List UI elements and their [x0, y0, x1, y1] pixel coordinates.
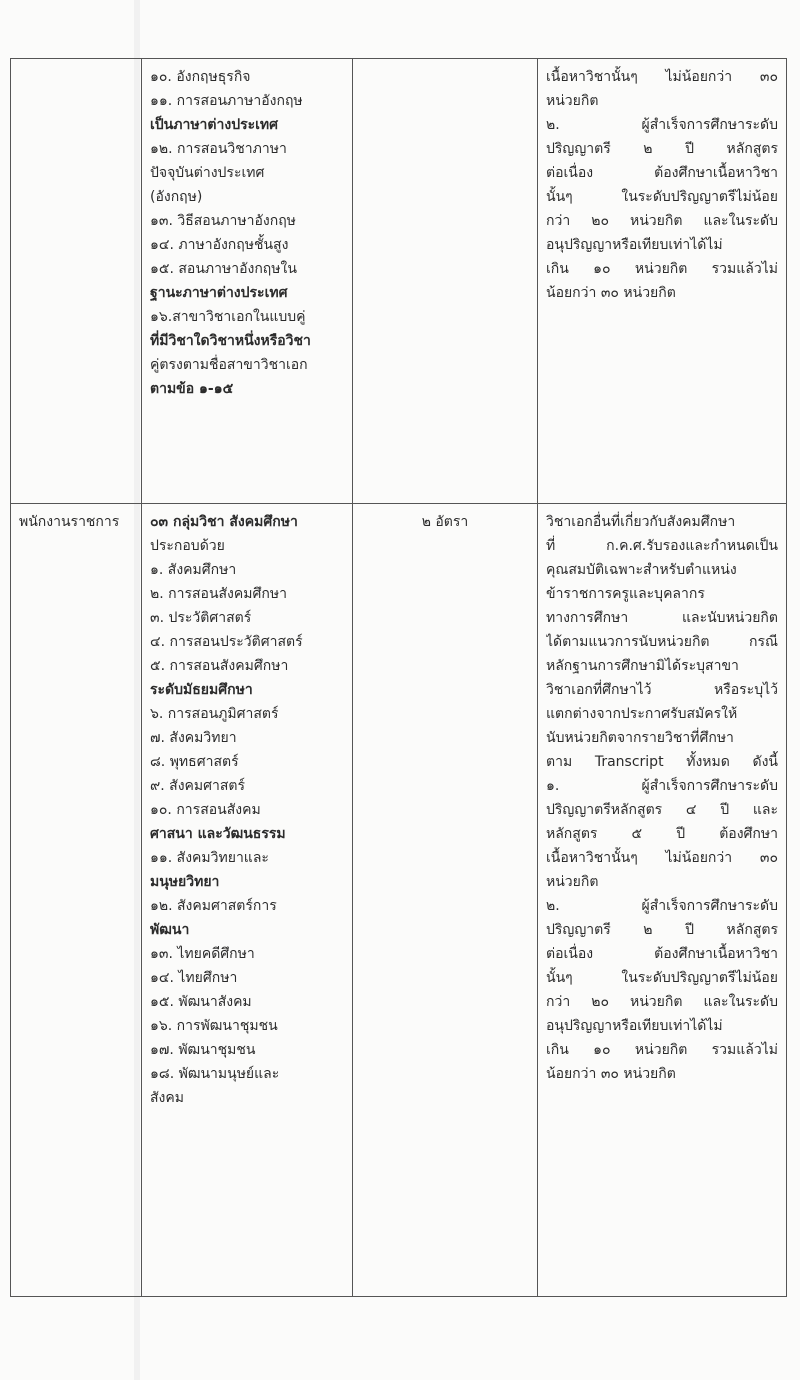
subject-line: ๑. สังคมศึกษา — [150, 562, 237, 578]
subject-line: ๑๓. วิธีสอนภาษาอังกฤษ — [150, 213, 296, 229]
qualification-line: อนุปริญญาหรือเทียบเท่าได้ไม่ — [546, 237, 723, 253]
qualification-line: วิชาเอกที่ศึกษาไว้ หรือระบุไว้ — [546, 682, 778, 698]
qualification-table — [10, 58, 787, 1297]
subject-line: ๑๕. พัฒนาสังคม — [150, 994, 252, 1010]
qualification-line: ปริญญาตรี ๒ ปี หลักสูตร — [546, 922, 778, 938]
qualification-line: อนุปริญญาหรือเทียบเท่าได้ไม่ — [546, 1018, 723, 1034]
qualification-line: ปริญญาตรีหลักสูตร ๔ ปี และ — [546, 802, 778, 818]
qualification-line: เนื้อหาวิชานั้นๆ ไม่น้อยกว่า ๓๐ — [546, 850, 778, 866]
qualification-line: เนื้อหาวิชานั้นๆ ไม่น้อยกว่า ๓๐ — [546, 69, 778, 85]
subject-line: พัฒนา — [150, 922, 190, 938]
subject-line: ๑๒. สังคมศาสตร์การ — [150, 898, 277, 914]
count-cell — [353, 59, 538, 504]
subject-line: ๒. การสอนสังคมศึกษา — [150, 586, 287, 602]
table-row — [11, 504, 787, 1297]
subject-line: ๕. การสอนสังคมศึกษา — [150, 658, 289, 674]
qualification-line: ได้ตามแนวการนับหน่วยกิต กรณี — [546, 634, 778, 650]
qualification-line: หลักสูตร ๕ ปี ต้องศึกษา — [546, 826, 778, 842]
qualification-line: หน่วยกิต — [546, 874, 599, 890]
qualification-line: เกิน ๑๐ หน่วยกิต รวมแล้วไม่ — [546, 1042, 778, 1058]
subject-line: ๐๓ กลุ่มวิชา สังคมศึกษา — [150, 514, 298, 530]
subject-line: ๑๔. ไทยศึกษา — [150, 970, 238, 986]
qualification-line: ปริญญาตรี ๒ ปี หลักสูตร — [546, 141, 778, 157]
subject-line: ฐานะภาษาต่างประเทศ — [150, 285, 288, 301]
qualification-line: กว่า ๒๐ หน่วยกิต และในระดับ — [546, 994, 778, 1010]
position-cell — [11, 504, 142, 1297]
subject-line: ๑๑. สังคมวิทยาและ — [150, 850, 269, 866]
subject-line: ๑๒. การสอนวิชาภาษา — [150, 141, 287, 157]
qualification-line: วิชาเอกอื่นที่เกี่ยวกับสังคมศึกษา — [546, 514, 736, 530]
position-label: พนักงานราชการ — [19, 514, 120, 530]
subject-line: ศาสนา และวัฒนธรรม — [150, 826, 286, 842]
qualification-cell — [538, 504, 787, 1297]
qualification-line: ข้าราชการครูและบุคลากร — [546, 586, 705, 602]
qualification-line: นั้นๆ ในระดับปริญญาตรีไม่น้อย — [546, 189, 778, 205]
qualification-line: ๑. ผู้สำเร็จการศึกษาระดับ — [546, 778, 778, 794]
position-count: ๒ อัตรา — [421, 514, 469, 530]
subject-line: คู่ตรงตามชื่อสาขาวิชาเอก — [150, 357, 308, 373]
subject-line: ๑๖.สาขาวิชาเอกในแบบคู่ — [150, 309, 306, 325]
subject-line: สังคม — [150, 1090, 184, 1106]
subject-line: ๑๗. พัฒนาชุมชน — [150, 1042, 256, 1058]
table-row — [11, 59, 787, 504]
subject-line: ตามข้อ ๑-๑๕ — [150, 381, 234, 397]
subject-line: เป็นภาษาต่างประเทศ — [150, 117, 279, 133]
qualification-line: นั้นๆ ในระดับปริญญาตรีไม่น้อย — [546, 970, 778, 986]
qualification-line: ทางการศึกษา และนับหน่วยกิต — [546, 610, 778, 626]
qualification-line: น้อยกว่า ๓๐ หน่วยกิต — [546, 1066, 676, 1082]
subject-line: ระดับมัธยมศึกษา — [150, 682, 253, 698]
qualification-line: ที่ ก.ค.ศ.รับรองและกำหนดเป็น — [546, 538, 778, 554]
subject-line: ๘. พุทธศาสตร์ — [150, 754, 239, 770]
subject-line: ๙. สังคมศาสตร์ — [150, 778, 246, 794]
subject-line: ๑๖. การพัฒนาชุมชน — [150, 1018, 278, 1034]
subject-line: ๑๐. การสอนสังคม — [150, 802, 261, 818]
qualification-line: หน่วยกิต — [546, 93, 599, 109]
qualification-line: กว่า ๒๐ หน่วยกิต และในระดับ — [546, 213, 778, 229]
position-cell — [11, 59, 142, 504]
qualification-line: ๒. ผู้สำเร็จการศึกษาระดับ — [546, 117, 778, 133]
qualification-cell — [538, 59, 787, 504]
subject-line: ๓. ประวัติศาสตร์ — [150, 610, 252, 626]
subject-line: ประกอบด้วย — [150, 538, 225, 554]
subject-list-cell — [142, 504, 353, 1297]
subject-line: ๖. การสอนภูมิศาสตร์ — [150, 706, 279, 722]
qualification-line: คุณสมบัติเฉพาะสำหรับตำแหน่ง — [546, 562, 737, 578]
qualification-line: หลักฐานการศึกษามิได้ระบุสาขา — [546, 658, 739, 674]
qualification-line: น้อยกว่า ๓๐ หน่วยกิต — [546, 285, 676, 301]
subject-line: ๑๐. อังกฤษธุรกิจ — [150, 69, 251, 85]
qualification-line: ตาม Transcript ทั้งหมด ดังนี้ — [546, 754, 778, 770]
count-cell — [353, 504, 538, 1297]
qualification-line: แตกต่างจากประกาศรับสมัครให้ — [546, 706, 738, 722]
subject-line: ๑๑. การสอนภาษาอังกฤษ — [150, 93, 303, 109]
subject-line: ๑๓. ไทยคดีศึกษา — [150, 946, 255, 962]
qualification-line: นับหน่วยกิตจากรายวิชาที่ศึกษา — [546, 730, 734, 746]
qualification-line: ๒. ผู้สำเร็จการศึกษาระดับ — [546, 898, 778, 914]
subject-line: มนุษยวิทยา — [150, 874, 220, 890]
qualification-line: ต่อเนื่อง ต้องศึกษาเนื้อหาวิชา — [546, 165, 778, 181]
subject-line: ๗. สังคมวิทยา — [150, 730, 237, 746]
subject-line: ๑๔. ภาษาอังกฤษชั้นสูง — [150, 237, 289, 253]
subject-line: ๑๘. พัฒนามนุษย์และ — [150, 1066, 280, 1082]
subject-line: ๔. การสอนประวัติศาสตร์ — [150, 634, 303, 650]
subject-list-cell — [142, 59, 353, 504]
subject-line: ที่มีวิชาใดวิชาหนึ่งหรือวิชา — [150, 333, 311, 349]
subject-line: ปัจจุบันต่างประเทศ — [150, 165, 265, 181]
qualification-line: ต่อเนื่อง ต้องศึกษาเนื้อหาวิชา — [546, 946, 778, 962]
subject-line: ๑๕. สอนภาษาอังกฤษใน — [150, 261, 297, 277]
subject-line: (อังกฤษ) — [150, 189, 203, 205]
qualification-line: เกิน ๑๐ หน่วยกิต รวมแล้วไม่ — [546, 261, 778, 277]
